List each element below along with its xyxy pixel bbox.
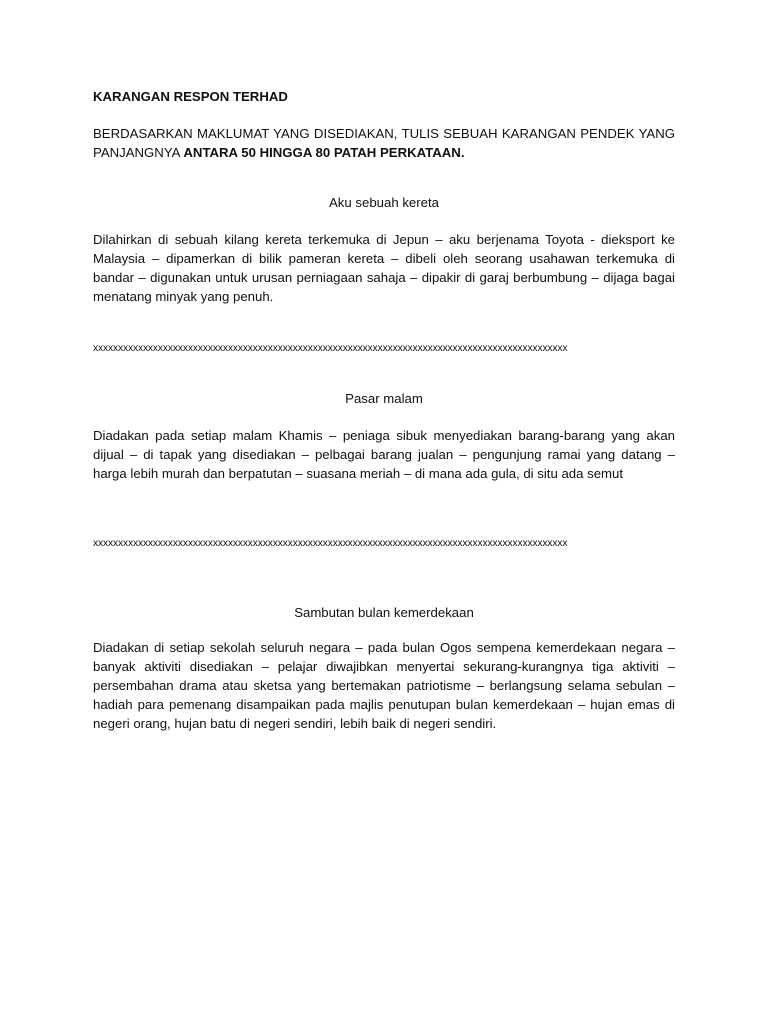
instruction-plain: BERDASARKAN MAKLUMAT YANG DISEDIAKAN, TULIS SEBUAH KARANGAN PENDEK YANG PANJANGNYA (93, 126, 675, 160)
separator-line: xxxxxxxxxxxxxxxxxxxxxxxxxxxxxxxxxxxxxxxxxxxxxxxxxxxxxxxxxxxxxxxxxxxxxxxxxxxxxxxxxxxxxxxxxxxxxxx (93, 538, 568, 549)
section-body-pasar-malam: Diadakan pada setiap malam Khamis – peniaga sibuk menyediakan barang-barang yang akan dijual – di tapak yang disediakan – pelbagai barang jualan – pengunjung ramai yang datang – harga lebih murah dan berpatutan – suasana meriah – di mana ada gula, di situ ada semut (93, 428, 675, 481)
section-title-kemerdekaan: Sambutan bulan kemerdekaan (294, 605, 474, 620)
section-title-pasar-malam: Pasar malam (345, 391, 423, 406)
separator-line: xxxxxxxxxxxxxxxxxxxxxxxxxxxxxxxxxxxxxxxxxxxxxxxxxxxxxxxxxxxxxxxxxxxxxxxxxxxxxxxxxxxxxxxxxxxxxxx (93, 343, 568, 354)
section-body-kemerdekaan: Diadakan di setiap sekolah seluruh negara – pada bulan Ogos sempena kemerdekaan negara – banyak aktiviti disediakan – pelajar diwajibkan menyertai sekurang-kurangnya tiga aktiviti – persembahan drama atau sketsa yang bertemakan patriotisme – berlangsung selama sebulan – hadiah para pemenang disampaikan pada majlis penutupan bulan kemerdekaan – hujan emas di negeri orang, hujan batu di negeri sendiri, lebih baik di negeri sendiri. (93, 640, 675, 731)
document-heading: KARANGAN RESPON TERHAD (93, 89, 288, 104)
section-title-kereta: Aku sebuah kereta (329, 195, 439, 210)
section-body-kereta: Dilahirkan di sebuah kilang kereta terkemuka di Jepun – aku berjenama Toyota - dieksport ke Malaysia – dipamerkan di bilik pameran kereta – dibeli oleh seorang usahawan terkemuka di bandar – digunakan untuk urusan perniagaan sahaja – dipakir di garaj berbumbung – dijaga bagai menatang minyak yang penuh. (93, 232, 675, 304)
instruction-text (93, 124, 675, 162)
instruction-bold: ANTARA 50 HINGGA 80 PATAH PERKATAAN. (183, 145, 465, 160)
